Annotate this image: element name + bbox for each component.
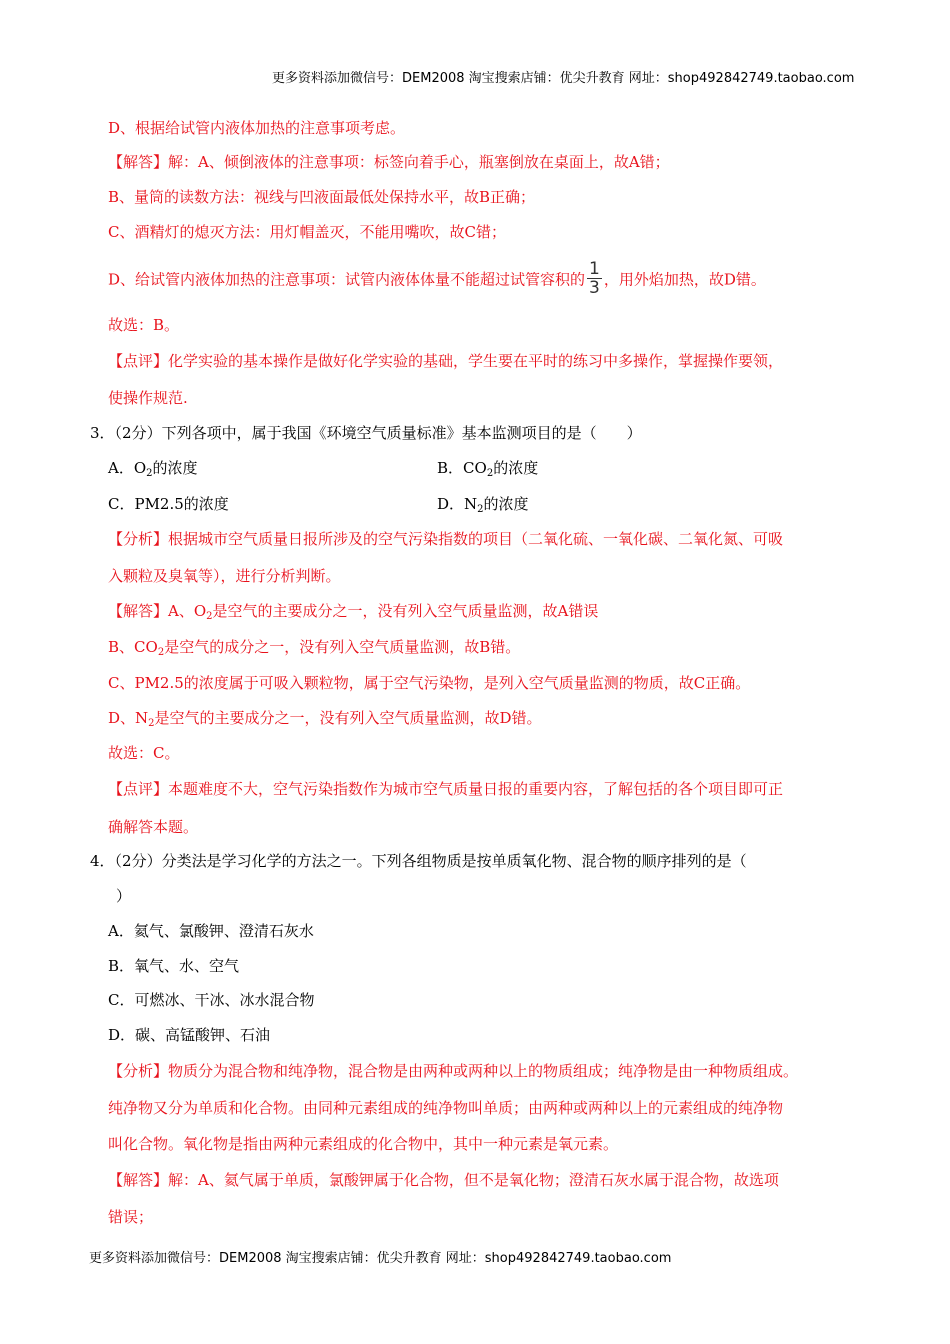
q3-answer-a — [108, 601, 598, 621]
q2-review-1 — [108, 351, 783, 371]
fraction-one-third — [587, 260, 602, 297]
q4-option-b: B．氧气、水、空气 — [108, 957, 240, 975]
subscript: 2 — [148, 718, 155, 729]
q3-option-c: C．PM2.5的浓度 — [108, 495, 229, 513]
q3-option-b — [437, 458, 538, 478]
page-header: 更多资料添加微信号：DEM2008 淘宝搜索店铺：优尖升教育 网址：shop492842749.taobao.com — [272, 71, 855, 86]
q3-option-d — [437, 494, 529, 514]
q3-answer-d — [108, 708, 542, 728]
option-text: 的浓度 — [152, 459, 198, 477]
answer-tag: 【解答】 — [108, 153, 169, 171]
q4-answer-a-2: 错误； — [108, 1208, 154, 1226]
q4-option-a: A．氦气、氯酸钾、澄清石灰水 — [108, 922, 314, 940]
q3-analysis-1 — [108, 529, 783, 549]
q2-answer-b: B、量筒的读数方法：视线与凹液面最低处保持水平，故B正确； — [108, 188, 536, 206]
answer-text: 解：A、氦气属于单质，氯酸钾属于化合物，但不是氧化物；澄清石灰水属于混合物，故选项 — [168, 1171, 779, 1189]
analysis-tag: 【分析】 — [108, 1062, 169, 1080]
q4-answer-a-1 — [108, 1170, 779, 1190]
answer-tag: 【解答】 — [108, 1171, 169, 1189]
q3-analysis-2: 入颗粒及臭氧等），进行分析判断。 — [108, 567, 341, 585]
review-tag: 【点评】 — [108, 352, 169, 370]
q2-answer-a — [108, 152, 670, 172]
q2-hint-d: D、根据给试管内液体加热的注意事项考虑。 — [108, 119, 406, 137]
q2-review-2: 使操作规范. — [108, 389, 188, 407]
answer-text: 是空气的主要成分之一，没有列入空气质量监测，故A错误 — [212, 602, 599, 620]
answer-text: 是空气的主要成分之一，没有列入空气质量监测，故D错。 — [154, 709, 542, 727]
answer-text: A、O — [168, 602, 207, 620]
subscript: 2 — [146, 468, 153, 479]
analysis-text: 物质分为混合物和纯净物，混合物是由两种或两种以上的物质组成；纯净物是由一种物质组成。 — [168, 1062, 799, 1080]
answer-tag: 【解答】 — [108, 602, 169, 620]
review-text: 化学实验的基本操作是做好化学实验的基础，学生要在平时的练习中多操作，掌握操作要领， — [168, 352, 784, 370]
option-text: 的浓度 — [493, 459, 539, 477]
subscript: 2 — [157, 647, 165, 658]
answer-text: D、给试管内液体加热的注意事项：试管内液体体量不能超过试管容积的 — [108, 270, 586, 289]
option-text: B．CO — [437, 459, 487, 477]
q3-stem: 3．（2分）下列各项中，属于我国《环境空气质量标准》基本监测项目的是（ ） — [90, 424, 642, 442]
q2-answer-c: C、酒精灯的熄灭方法：用灯帽盖灭，不能用嘴吹，故C错； — [108, 223, 506, 241]
q3-answer-c: C、PM2.5的浓度属于可吸入颗粒物，属于空气污染物，是列入空气质量监测的物质，故C正确。 — [108, 674, 751, 692]
answer-text: 解：A、倾倒液体的注意事项：标签向着手心，瓶塞倒放在桌面上，故A错； — [168, 153, 670, 171]
fraction-numerator: 1 — [589, 259, 600, 279]
review-text: 本题难度不大，空气污染指数作为城市空气质量日报的重要内容，了解包括的各个项目即可正 — [168, 780, 784, 798]
q2-choice: 故选：B。 — [108, 316, 180, 334]
subscript: 2 — [486, 468, 494, 479]
review-tag: 【点评】 — [108, 780, 169, 798]
q2-answer-d — [108, 259, 766, 299]
q4-analysis-3: 叫化合物。氧化物是指由两种元素组成的化合物中，其中一种元素是氧元素。 — [108, 1135, 619, 1153]
subscript: 2 — [477, 504, 484, 515]
q4-stem-2: ） — [116, 887, 132, 905]
answer-text: ，用外焰加热，故D错。 — [603, 270, 766, 289]
answer-text: 是空气的成分之一，没有列入空气质量监测，故B错。 — [164, 638, 521, 656]
q4-analysis-2: 纯净物又分为单质和化合物。由同种元素组成的纯净物叫单质；由两种或两种以上的元素组成的纯净物 — [108, 1099, 784, 1117]
answer-text: B、CO — [108, 638, 158, 656]
option-text: 的浓度 — [483, 495, 529, 513]
q4-analysis-1 — [108, 1061, 798, 1081]
q4-stem-1: 4．（2分）分类法是学习化学的方法之一。下列各组物质是按单质氧化物、混合物的顺序排列的是（ — [90, 852, 747, 870]
q3-answer-b — [108, 637, 520, 657]
q4-option-d: D．碳、高锰酸钾、石油 — [108, 1026, 271, 1044]
option-text: D．N — [437, 495, 478, 513]
answer-text: D、N — [108, 709, 149, 727]
q3-review-2: 确解答本题。 — [108, 818, 199, 836]
q3-option-a — [108, 458, 198, 478]
q4-option-c: C．可燃冰、干冰、冰水混合物 — [108, 991, 315, 1009]
analysis-tag: 【分析】 — [108, 530, 169, 548]
q3-review-1 — [108, 779, 783, 799]
analysis-text: 根据城市空气质量日报所涉及的空气污染指数的项目（二氧化硫、一氧化碳、二氧化氮、可吸 — [168, 530, 784, 548]
page-footer: 更多资料添加微信号：DEM2008 淘宝搜索店铺：优尖升教育 网址：shop492842749.taobao.com — [89, 1251, 672, 1266]
option-text: A．O — [108, 459, 147, 477]
fraction-denominator: 3 — [589, 278, 600, 298]
subscript: 2 — [206, 611, 213, 622]
q3-choice: 故选：C。 — [108, 744, 180, 762]
